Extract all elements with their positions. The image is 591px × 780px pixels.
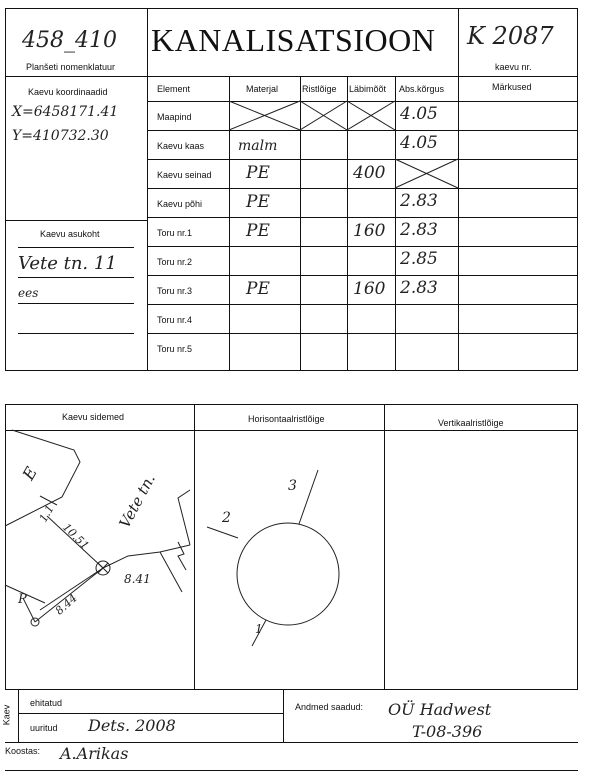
- th-material: Materjal: [246, 84, 279, 94]
- compiler-label: Koostas:: [5, 746, 41, 756]
- row-diameter: 400: [353, 163, 386, 183]
- row-height: 4.05: [400, 133, 438, 153]
- row-element: Toru nr.5: [157, 344, 193, 354]
- row-element: Kaevu kaas: [157, 141, 205, 151]
- nomenclature-label: Planšeti nomenklatuur: [26, 62, 116, 72]
- th-cross-section: Ristlõige: [302, 84, 337, 94]
- coords-label: Kaevu koordinaadid: [28, 87, 108, 97]
- row-element: Toru nr.2: [157, 257, 193, 267]
- coord-y-value: Y=410732.30: [12, 128, 109, 144]
- data-source-ref: T-08-396: [412, 722, 483, 741]
- row-element: Maapind: [157, 112, 192, 122]
- well-number-value: K 2087: [467, 22, 554, 50]
- th-diameter: Läbimõõt: [349, 84, 387, 94]
- row-material: PE: [246, 221, 270, 241]
- pipe-label-2: 2: [222, 510, 231, 526]
- well-number-label: kaevu nr.: [495, 62, 532, 72]
- surveyed-label: uuritud: [30, 723, 58, 733]
- row-element: Toru nr.3: [157, 286, 193, 296]
- surveyed-value: Dets. 2008: [88, 716, 176, 735]
- sketch-label-8-44: 8.44: [52, 591, 80, 618]
- row-height: 2.83: [400, 278, 438, 298]
- data-source-company: OÜ Hadwest: [388, 700, 492, 719]
- coord-x-value: X=6458171.41: [12, 104, 119, 120]
- sketch-label-e: E: [18, 463, 41, 484]
- th-abs-height: Abs.kõrgus: [399, 84, 445, 94]
- row-diameter: 160: [353, 221, 386, 241]
- sketch-label-p: P: [18, 592, 27, 607]
- row-height: 4.05: [400, 104, 438, 124]
- ties-label: Kaevu sidemed: [62, 412, 125, 422]
- data-source-label: Andmed saadud:: [295, 702, 364, 712]
- sketch-label-8-41: 8.41: [124, 572, 151, 586]
- location-note: ees: [18, 286, 39, 300]
- row-material: malm: [238, 138, 278, 154]
- row-height: 2.83: [400, 191, 438, 211]
- vertical-section-label: Vertikaalristlõige: [438, 418, 504, 428]
- th-element: Element: [157, 84, 191, 94]
- location-street: Vete tn. 11: [18, 253, 117, 274]
- sketch-label-10-51: 10.51: [60, 520, 92, 553]
- row-material: PE: [246, 279, 270, 299]
- row-height: 2.85: [400, 249, 438, 269]
- row-material: PE: [246, 192, 270, 212]
- built-label: ehitatud: [30, 698, 63, 708]
- sketch-label-1-1: 1.1: [36, 502, 57, 525]
- compiler-value: A.Arikas: [60, 744, 129, 763]
- row-material: PE: [246, 163, 270, 183]
- page-title: KANALISATSIOON: [151, 22, 436, 58]
- side-label: Kaev: [1, 704, 12, 726]
- pipe-label-1: 1: [255, 622, 263, 636]
- pipe-label-3: 3: [288, 478, 297, 494]
- nomenclature-value: 458_410: [22, 28, 117, 53]
- row-element: Kaevu põhi: [157, 199, 203, 209]
- row-element: Kaevu seinad: [157, 170, 212, 180]
- location-label: Kaevu asukoht: [40, 229, 100, 239]
- th-remarks: Märkused: [492, 82, 532, 92]
- sketch-label-street: Vete tn.: [115, 470, 159, 532]
- row-diameter: 160: [353, 279, 386, 299]
- row-element: Toru nr.4: [157, 315, 193, 325]
- horizontal-section-label: Horisontaalristlõige: [248, 414, 325, 424]
- row-element: Toru nr.1: [157, 228, 193, 238]
- row-height: 2.83: [400, 220, 438, 240]
